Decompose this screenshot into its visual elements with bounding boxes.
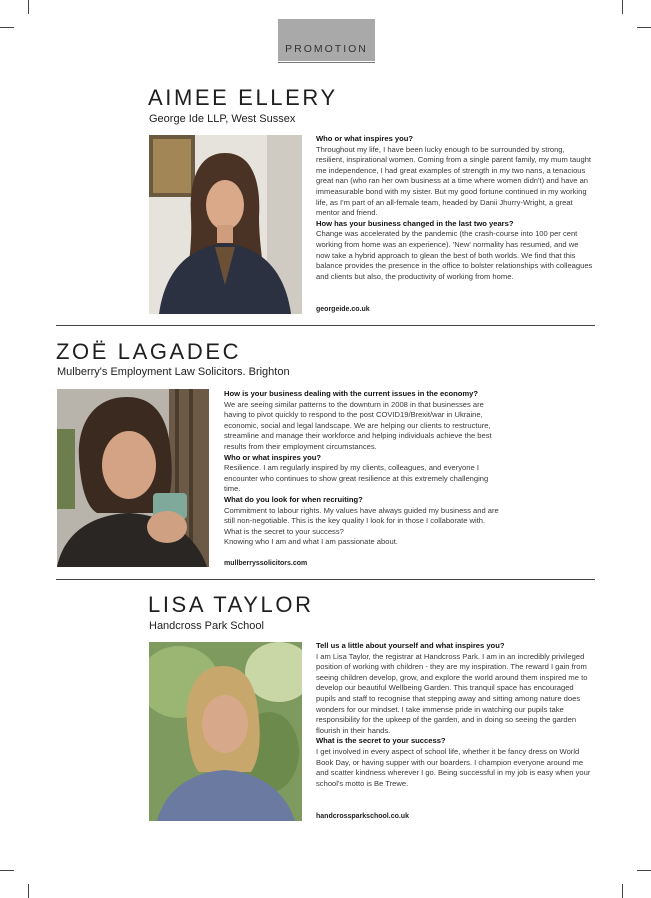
answer: We are seeing similar patterns to the downturn in 2008 in that businesses are having to pivot quickly to respond to the post COVID19/Brexit/war in Ukraine, economic, social and legal landscape. We are helping our clients to restructure, streamline and manage their workforce and helping individuals achieve the best results from their employment circumstances. (224, 399, 492, 451)
crop-mark (637, 27, 651, 28)
answer: Knowing who I am and what I am passionate about. (224, 537, 398, 547)
profile-photo (57, 389, 209, 567)
question: How is your business dealing with the current issues in the economy? (224, 389, 479, 398)
crop-mark (28, 884, 29, 898)
profile-qa (224, 389, 502, 548)
question: What is the secret to your success? (316, 736, 446, 746)
profile-photo (149, 135, 302, 314)
profile-photo (149, 642, 302, 821)
answer: Change was accelerated by the pandemic (the crash-course into 100 per cent working from home was an experience). 'New' normality has resumed, and we now take a hybrid approach to glean the best of both worlds. We find that this balance provides the presence in the office to bolster relationships with colleagues and clients but also, the productivity of working from home. (316, 229, 593, 281)
question: What is the secret to your success? (224, 526, 344, 536)
website-link[interactable]: handcrossparkschool.co.uk (316, 813, 409, 820)
profile-qa (316, 641, 594, 789)
crop-mark (28, 0, 29, 14)
crop-mark (0, 870, 14, 871)
answer: I get involved in every aspect of school life, whether it be fancy dress on World Book Day, or having supper with our boarders. I champion everyone around me and scatter kindness wherever I go. Being successful in my job is easy when your school's motto is Be Trewe. (316, 746, 591, 788)
crop-mark (622, 884, 623, 898)
answer: Commitment to labour rights. My values have always guided my business and are still non-negotiable. This is the key quality I look for in those I collaborate with. (224, 505, 499, 526)
promotion-label: PROMOTION (278, 19, 375, 61)
answer: I am Lisa Taylor, the registrar at Handcross Park. I am in an incredibly privileged position of working with children - they are my inspiration. The reward I gain from seeing children develop, grow, and explore the world around them inspired me to develop our beautiful Wellbeing Garden. This tranquil space has encouraged pupils and staff to recognise that stepping away and sitting among nature does wonders for our mindset. I take immense pride in watching our pupils take responsibility for the upkeep of the garden, and in doing so seeing the garden flourish in their hands. (316, 651, 588, 735)
website-link[interactable]: georgeide.co.uk (316, 306, 370, 313)
profile-qa (316, 134, 594, 282)
section-divider (56, 325, 595, 326)
question: Who or what inspires you? (316, 134, 414, 143)
website-link[interactable]: mullberryssolicitors.com (224, 560, 308, 567)
profile-company: Mulberry's Employment Law Solicitors. Brighton (57, 366, 290, 378)
question: Tell us a little about yourself and what inspires you? (316, 641, 505, 650)
profile-company: George Ide LLP, West Sussex (149, 113, 296, 125)
profile-company: Handcross Park School (149, 620, 264, 632)
profile-name: AIMEE ELLERY (148, 85, 338, 110)
question: What do you look for when recruiting? (224, 494, 363, 504)
crop-mark (637, 870, 651, 871)
answer: Throughout my life, I have been lucky enough to be surrounded by strong, resilient, inspirational women. Coming from a single parent family, my mum taught me independence, I had great examples of strength in my two nans, a tenacious great nan (who ran her own business at a time where women didn't) and have an immeasurable bond with my sister. But my good fortune continued in my working life, as I'm part of an all-female team, headed by Danii Jhurry-Wright, a great mentor and friend. (316, 144, 592, 218)
promotion-rule (278, 62, 375, 63)
crop-mark (0, 27, 14, 28)
crop-mark (622, 0, 623, 14)
question: How has your business changed in the last two years? (316, 218, 514, 228)
profile-name: LISA TAYLOR (148, 592, 314, 617)
profile-name: ZOË LAGADEC (56, 339, 242, 364)
question: Who or what inspires you? (224, 452, 322, 462)
answer: Resilience. I am regularly inspired by my clients, colleagues, and everyone I encounter who continues to show great resilience at this extremely challenging time. (224, 463, 489, 494)
section-divider (56, 579, 595, 580)
